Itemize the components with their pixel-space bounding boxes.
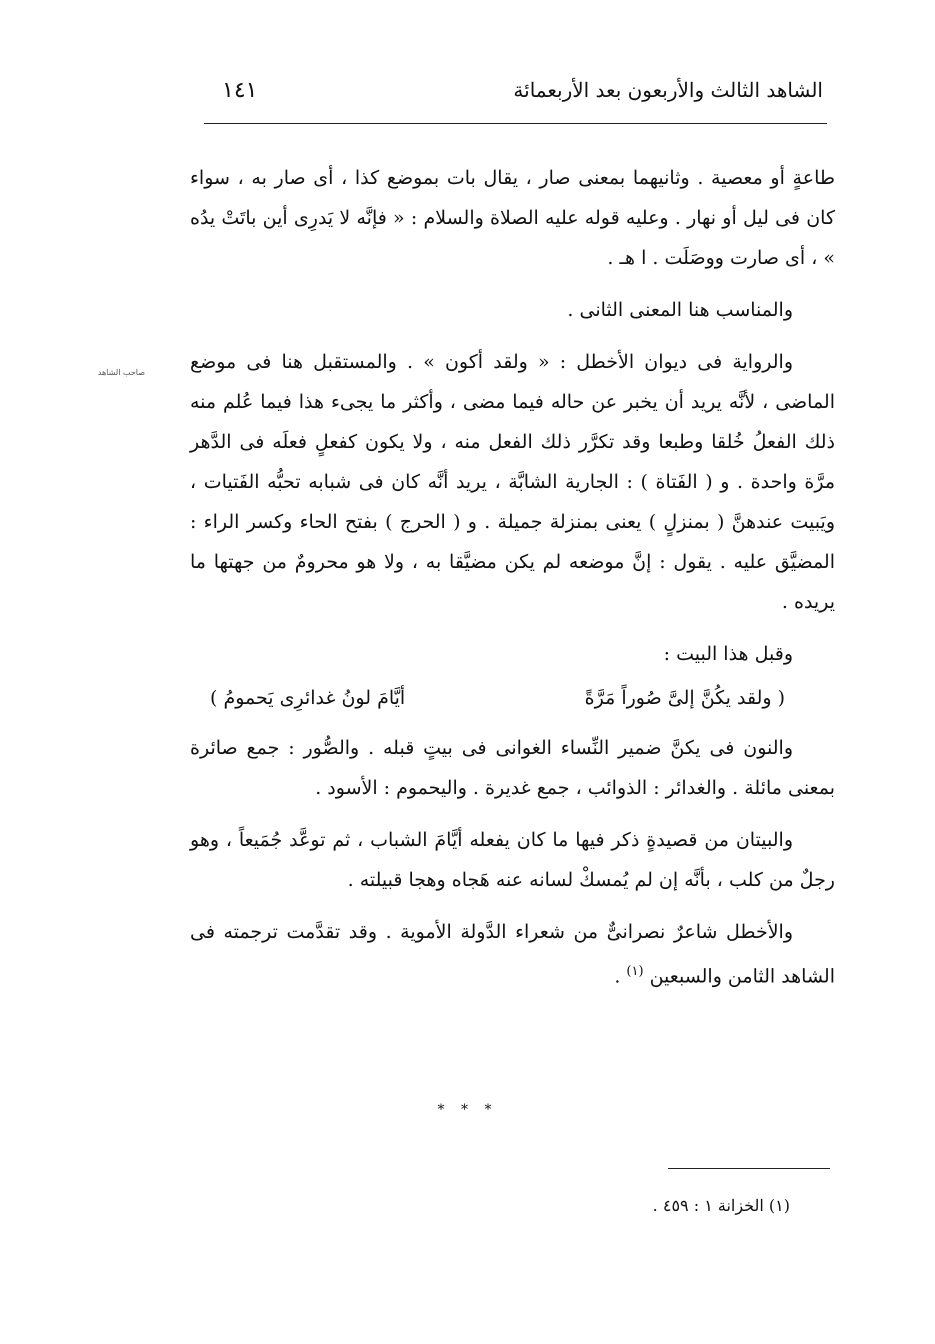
page-number: ١٤١	[222, 78, 258, 103]
paragraph-7-end: .	[614, 965, 627, 988]
verse-first-hemistich: ( ولقد يكُنَّ إلىَّ صُوراً مَرَّةً	[584, 687, 785, 709]
paragraph-3: والرواية فى ديوان الأخطل : « ولقد أكون » . والمستقبل هنا فى موضع الماضى ، لأنَّه يريد أن يخبر عن حاله فيما مضى ، وأكثر ما يجىء هذا فيما عُلم منه ذلك الفعلُ خُلقا وطبعا وقد تكرَّر ذلك الفعل منه ، ولا يكون كفعلٍ فعلَه فى الدَّهر مرَّة واحدة . و ( الفَتاة ) : الجارية الشابَّة ، يريد أنَّه كان فى شبابه تحبُّه الفَتيات ، ويَبيت عندهنَّ ( بمنزلٍ ) يعنى بمنزلة جميلة . و ( الحرج ) بفتح الحاء وكسر الراء : المضيَّق عليه . يقول : إنَّ موضعه لم يكن مضيَّقا به ، ولا هو محرومٌ من جهتها ما يريده .	[190, 351, 835, 613]
header-rule	[204, 123, 827, 124]
running-head: الشاهد الثالث والأربعون بعد الأربعمائة	[513, 78, 823, 102]
verse-line	[190, 678, 835, 718]
footnote-reference[interactable]: (١)	[626, 964, 644, 979]
verse-second-hemistich: أيَّامَ لونُ غدائرِى يَحمومُ )	[210, 687, 406, 709]
footnote-rule	[668, 1168, 830, 1169]
paragraph-4: وقبل هذا البيت :	[663, 643, 793, 665]
paragraph-5: والنون فى يكنَّ ضمير النِّساء الغوانى فى بيتٍ قبله . والصُّور : جمع صائرة بمعنى مائلة . والغدائر : الذوائب ، جمع غديرة . واليحموم : الأسود .	[190, 737, 835, 799]
margin-note: صاحب الشاهد	[97, 368, 145, 377]
paragraph-7	[190, 912, 835, 996]
main-text	[190, 158, 835, 1008]
footnote: (١) الخزانة ١ : ٤٥٩ .	[652, 1196, 790, 1215]
section-separator: * * *	[437, 1102, 498, 1118]
paragraph-6: والبيتان من قصيدةٍ ذكر فيها ما كان يفعله أيَّامَ الشباب ، ثم توعَّد جُمَيعاً ، وهو رجلٌ من كلب ، بأنَّه إن لم يُمسكْ لسانه عنه هَجاه وهجا قبيلته .	[190, 829, 835, 891]
paragraph-1: طاعةٍ أو معصية . وثانيهما بمعنى صار ، يقال بات بموضع كذا ، أى صار به ، سواء كان فى ليل أو نهار . وعليه قوله عليه الصلاة والسلام : « فإنَّه لا يَدرِى أين باتَتْ يدُه » ، أى صارت ووصَلَت . ا هـ .	[190, 167, 835, 269]
paragraph-7-text: والأخطل شاعرٌ نصرانىٌّ من شعراء الدَّولة الأموية . وقد تقدَّمت ترجمته فى الشاهد الثامن والسبعين	[190, 921, 835, 988]
paragraph-2: والمناسب هنا المعنى الثانى .	[567, 299, 793, 321]
